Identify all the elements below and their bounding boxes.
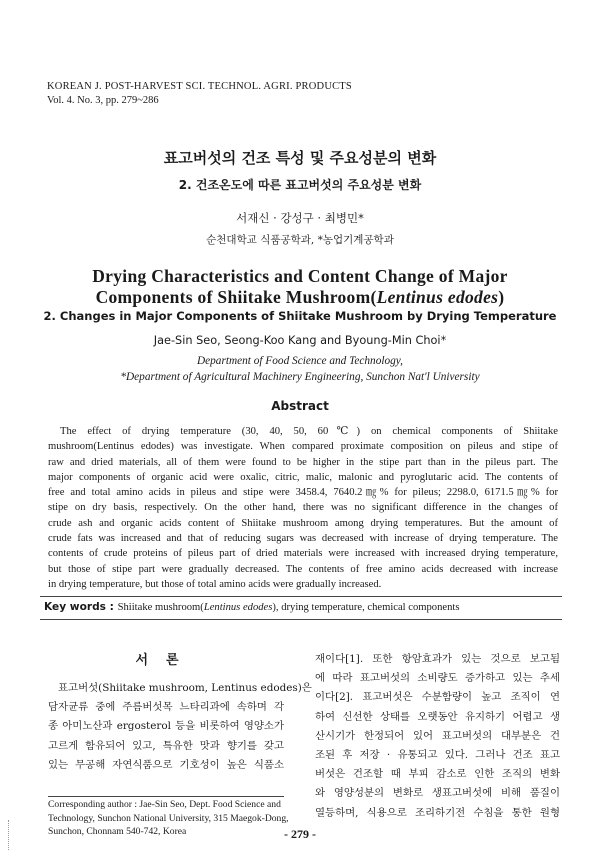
- english-title-line1: Drying Characteristics and Content Change of Major: [92, 266, 508, 286]
- korean-title: 표고버섯의 건조 특성 및 주요성분의 변화: [163, 149, 437, 167]
- korean-affiliation: 순천대학교 식품공학과, *농업기계공학과: [206, 234, 394, 246]
- abstract-line: in drying temperature, but those of total amino acids were gradually increased.: [48, 578, 382, 590]
- title-suffix: ): [498, 287, 505, 307]
- intro-line: 하여 신선한 상태를 오랫동안 유지하기 어렵고 생: [315, 710, 560, 723]
- keywords: [44, 601, 459, 613]
- english-subtitle: 2. Changes in Major Components of Shiitake Mushroom by Drying Temperature: [43, 309, 557, 323]
- department-2: *Department of Agricultural Machinery Engineering, Sunchon Nat'l University: [120, 371, 480, 383]
- intro-line: 산시기가 한정되어 있어 표고버섯의 대부분은 건: [315, 729, 560, 742]
- english-title-line2: [0, 287, 600, 308]
- abstract-line: crude fats was increased and that of reducing sugars was decreased with increase of drying temperature. The: [48, 533, 558, 545]
- keywords-rule-top: [40, 596, 562, 597]
- intro-line: 있는 무공해 자연식품으로 기호성이 높은 식품소: [48, 758, 284, 771]
- department-1: Department of Food Science and Technology,: [196, 355, 404, 367]
- page-number: - 279 -: [284, 827, 316, 841]
- keywords-prefix: Shiitake mushroom(: [117, 602, 204, 613]
- abstract-line: free and total amino acids in pileus and stipe were 3458.4, 7640.2㎎% for pileus; 2298.0, 6171.5㎎% for: [48, 487, 558, 499]
- footnote-rule: [48, 796, 284, 797]
- keywords-suffix: ), drying temperature, chemical components: [272, 602, 460, 613]
- keywords-species: Lentinus edodes: [203, 602, 273, 613]
- keywords-label: Key words :: [44, 601, 118, 613]
- abstract-line: but those of stipe part were gradually decreased. The contents of free amino acids decreased with increase: [48, 563, 558, 575]
- title-prefix: Components of Shiitake Mushroom(: [95, 287, 377, 307]
- intro-right-column: [315, 650, 560, 823]
- abstract-heading: Abstract: [271, 399, 329, 413]
- intro-line: 버섯은 건조할 때 부피 감소로 인한 조직의 변화: [315, 768, 560, 781]
- volume-info: Vol. 4. No. 3, pp. 279~286: [47, 95, 159, 106]
- intro-line: 재이다[1]. 또한 항암효과가 있는 것으로 보고됨: [315, 653, 560, 665]
- abstract-line: contents of crude proteins of pileus part of dried materials were increased with increased drying temperature,: [48, 548, 558, 560]
- intro-line: 이다[2]. 표고버섯은 수분함량이 높고 조직이 연: [315, 691, 560, 704]
- footnote-line: Corresponding author : Jae-Sin Seo, Dept. Food Science and: [48, 799, 281, 810]
- intro-line: 열등하며, 식용으로 조리하기전 수침을 통한 원형: [315, 806, 560, 819]
- footnote-line: Technology, Sunchon National University, 315 Maegok-Dong,: [48, 812, 289, 824]
- abstract-body: [48, 424, 558, 592]
- abstract-line: mushroom(Lentinus edodes) was investigate. When compared proximate composition on pileus and stipe of: [48, 441, 558, 453]
- journal-name: KOREAN J. POST-HARVEST SCI. TECHNOL. AGRI. PRODUCTS: [47, 81, 352, 92]
- intro-left-column: [48, 679, 312, 775]
- abstract-line: raw and dried materials, all of them were found to be higher in the stipe part than in the pileus part. The: [48, 456, 558, 468]
- abstract-line: stipe on dry basis, respectively. On the other hand, there was no significant difference in the changes of: [48, 502, 558, 514]
- intro-line: 와 영양성분의 변화로 생표고버섯에 비해 품질이: [315, 787, 560, 800]
- intro-line: 담자균류 중에 주름버섯목 느타리과에 속하며 각: [48, 701, 284, 714]
- intro-line: 고르게 함유되어 있고, 특유한 맛과 향기를 갖고: [48, 739, 284, 752]
- introduction-heading: 서론: [135, 653, 197, 668]
- korean-authors: 서재신 · 강성구 · 최병민*: [236, 211, 364, 225]
- intro-line: 종 아미노산과 ergosterol 등을 비롯하여 영양소가: [48, 720, 284, 733]
- abstract-line: The effect of drying temperature (30, 40, 50, 60℃) on chemical components of Shiitake: [60, 426, 558, 437]
- abstract-line: major components of organic acid were oxalic, citric, malic, malonic and pyroglutaric acid. The contents of: [48, 471, 558, 483]
- intro-line: 에 따라 표고버섯의 소비량도 증가하고 있는 추세: [315, 672, 560, 685]
- abstract-line: crude ash and organic acids content of Shiitake mushroom among drying temperatures. But the amount of: [48, 517, 558, 529]
- title-species: Lentinus edodes: [376, 287, 499, 307]
- keywords-rule-bottom: [40, 619, 562, 620]
- intro-line: 조된 후 저장 · 유통되고 있다. 그러나 건조 표고: [315, 749, 560, 762]
- intro-line: 표고버섯(Shiitake mushroom, Lentinus edodes)은: [58, 682, 312, 694]
- footnote-line: Sunchon, Chonnam 540-742, Korea: [48, 826, 187, 837]
- scan-margin-mark: [8, 820, 10, 850]
- korean-subtitle: 2. 건조온도에 따른 표고버섯의 주요성분 변화: [178, 178, 422, 192]
- english-authors: Jae-Sin Seo, Seong-Koo Kang and Byoung-Min Choi*: [153, 334, 447, 347]
